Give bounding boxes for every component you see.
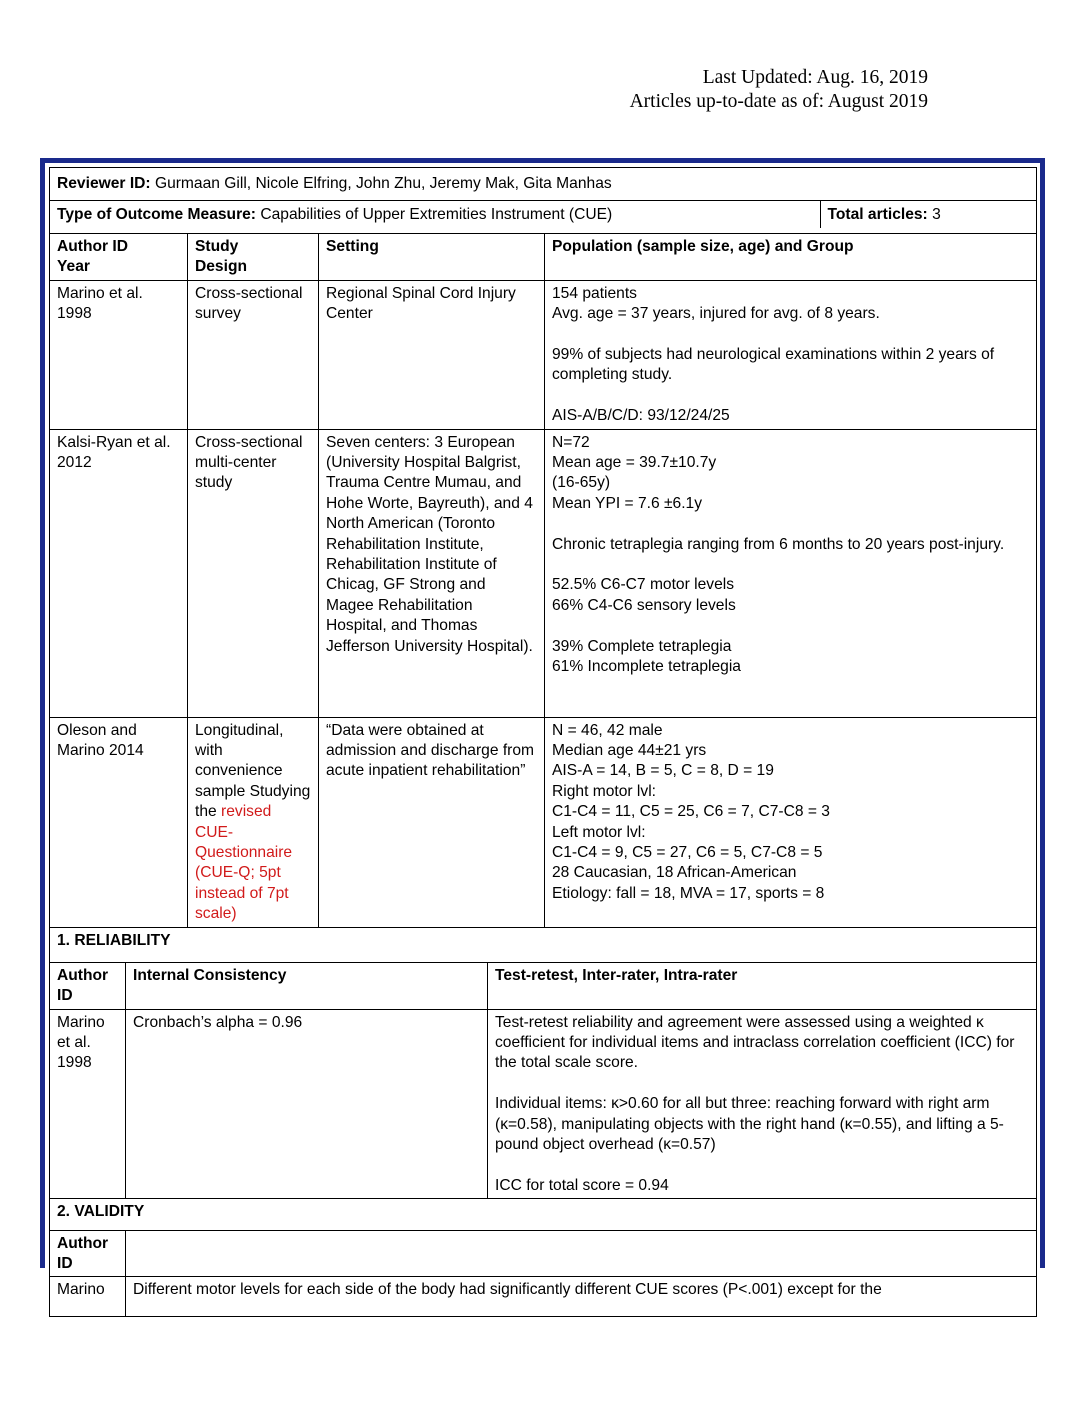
reliability-table	[49, 963, 1037, 1199]
setting-header: Setting	[319, 234, 545, 281]
total-articles-value: 3	[927, 206, 941, 223]
population-cell: N=72 Mean age = 39.7±10.7y (16-65y) Mean YPI = 7.6 ±6.1y Chronic tetraplegia ranging from 6 months to 20 years post-injury. 52.5% C6-C7 motor levels 66% C4-C6 sensory levels 39% Complete tetraplegia 61% Incomplete tetraplegia	[545, 429, 1037, 717]
table-row	[50, 1277, 1037, 1317]
design-text-highlight: revised CUE-Questionnaire (CUE-Q; 5pt instead of 7pt scale)	[195, 803, 293, 923]
table-row	[50, 280, 1037, 429]
articles-date: Articles up-to-date as of: August 2019	[629, 91, 928, 112]
design-cell	[188, 717, 319, 927]
author-cell: Marino	[50, 1277, 126, 1317]
validity-header-row	[50, 1230, 1037, 1277]
setting-cell: “Data were obtained at admission and discharge from acute inpatient rehabilitation”	[319, 717, 545, 927]
author-cell: Oleson and Marino 2014	[50, 717, 188, 927]
reliability-title-row	[50, 927, 1037, 962]
author-year-header: Author ID Year	[50, 234, 188, 281]
author-id-header: Author ID	[50, 1230, 126, 1277]
document-header	[630, 66, 928, 114]
last-updated: Last Updated: Aug. 16, 2019	[702, 67, 928, 88]
population-cell: N = 46, 42 male Median age 44±21 yrs AIS-A = 14, B = 5, C = 8, D = 19 Right motor lvl: C1-C4 = 11, C5 = 25, C6 = 7, C7-C8 = 3 Left motor lvl: C1-C4 = 9, C5 = 27, C6 = 5, C7-C8 = 5 28 Caucasian, 18 African-American Etiology: fall = 18, MVA = 17, sports = 8	[545, 717, 1037, 927]
section-title-validity: 2. VALIDITY	[50, 1199, 1037, 1230]
reviewer-label: Reviewer ID:	[57, 175, 151, 192]
author-id-header: Author ID	[50, 963, 126, 1009]
reliability-header-row	[50, 963, 1037, 1009]
internal-consistency-header: Internal Consistency	[126, 963, 488, 1009]
table-row	[50, 429, 1037, 717]
reviewer-value: Gurmaan Gill, Nicole Elfring, John Zhu, Jeremy Mak, Gita Manhas	[150, 175, 612, 192]
table-row	[50, 717, 1037, 927]
validity-header-blank	[126, 1230, 1037, 1277]
setting-cell: Seven centers: 3 European (University Hospital Balgrist, Trauma Centre Mumau, and Hohe Worte, Bayreuth), and 4 North American (Toronto Rehabilitation Institute, Rehabilitation Institute of Chicag, GF Strong and Magee Rehabilitation Hospital, and Thomas Jefferson University Hospital).	[319, 429, 545, 717]
reviewer-row	[50, 168, 1037, 201]
section-title-reliability: 1. RELIABILITY	[50, 927, 1037, 962]
validity-title-row	[50, 1199, 1037, 1230]
author-cell: Marino et al. 1998	[50, 280, 188, 429]
study-design-header: Study Design	[188, 234, 319, 281]
test-retest-header: Test-retest, Inter-rater, Intra-rater	[488, 963, 1037, 1009]
validity-text-cell: Different motor levels for each side of the body had significantly different CUE scores (P<.001) except for the	[126, 1277, 1037, 1317]
study-table	[49, 167, 1037, 963]
author-cell: Kalsi-Ryan et al. 2012	[50, 429, 188, 717]
outcome-label: Type of Outcome Measure:	[57, 206, 257, 223]
author-cell: Marino et al. 1998	[50, 1009, 126, 1199]
setting-cell: Regional Spinal Cord Injury Center	[319, 280, 545, 429]
design-cell: Cross-sectional multi-center study	[188, 429, 319, 717]
total-articles-label: Total articles:	[827, 206, 928, 223]
outcome-value: Capabilities of Upper Extremities Instrument (CUE)	[256, 206, 613, 223]
internal-consistency-cell: Cronbach’s alpha = 0.96	[126, 1009, 488, 1199]
design-cell: Cross-sectional survey	[188, 280, 319, 429]
design-text: Longitudinal, with convenience sample Studying the	[195, 721, 311, 821]
validity-table	[49, 1199, 1037, 1317]
test-retest-cell: Test-retest reliability and agreement were assessed using a weighted κ coefficient for individual items and intraclass correlation coefficient (ICC) for the total scale score. Individual items: κ>0.60 for all but three: reaching forward with right arm (κ=0.58), manipulating objects with the right hand (κ=0.55), and lifting a 5-pound object overhead (κ=0.57) ICC for total score = 0.94	[488, 1009, 1037, 1199]
population-cell: 154 patients Avg. age = 37 years, injured for avg. of 8 years. 99% of subjects had neurological examinations within 2 years of completing study. AIS-A/B/C/D: 93/12/24/25	[545, 280, 1037, 429]
outcome-row	[50, 201, 1037, 234]
review-frame	[40, 158, 1045, 1299]
population-header: Population (sample size, age) and Group	[545, 234, 1037, 281]
table-row	[50, 1009, 1037, 1199]
study-header-row	[50, 234, 1037, 281]
